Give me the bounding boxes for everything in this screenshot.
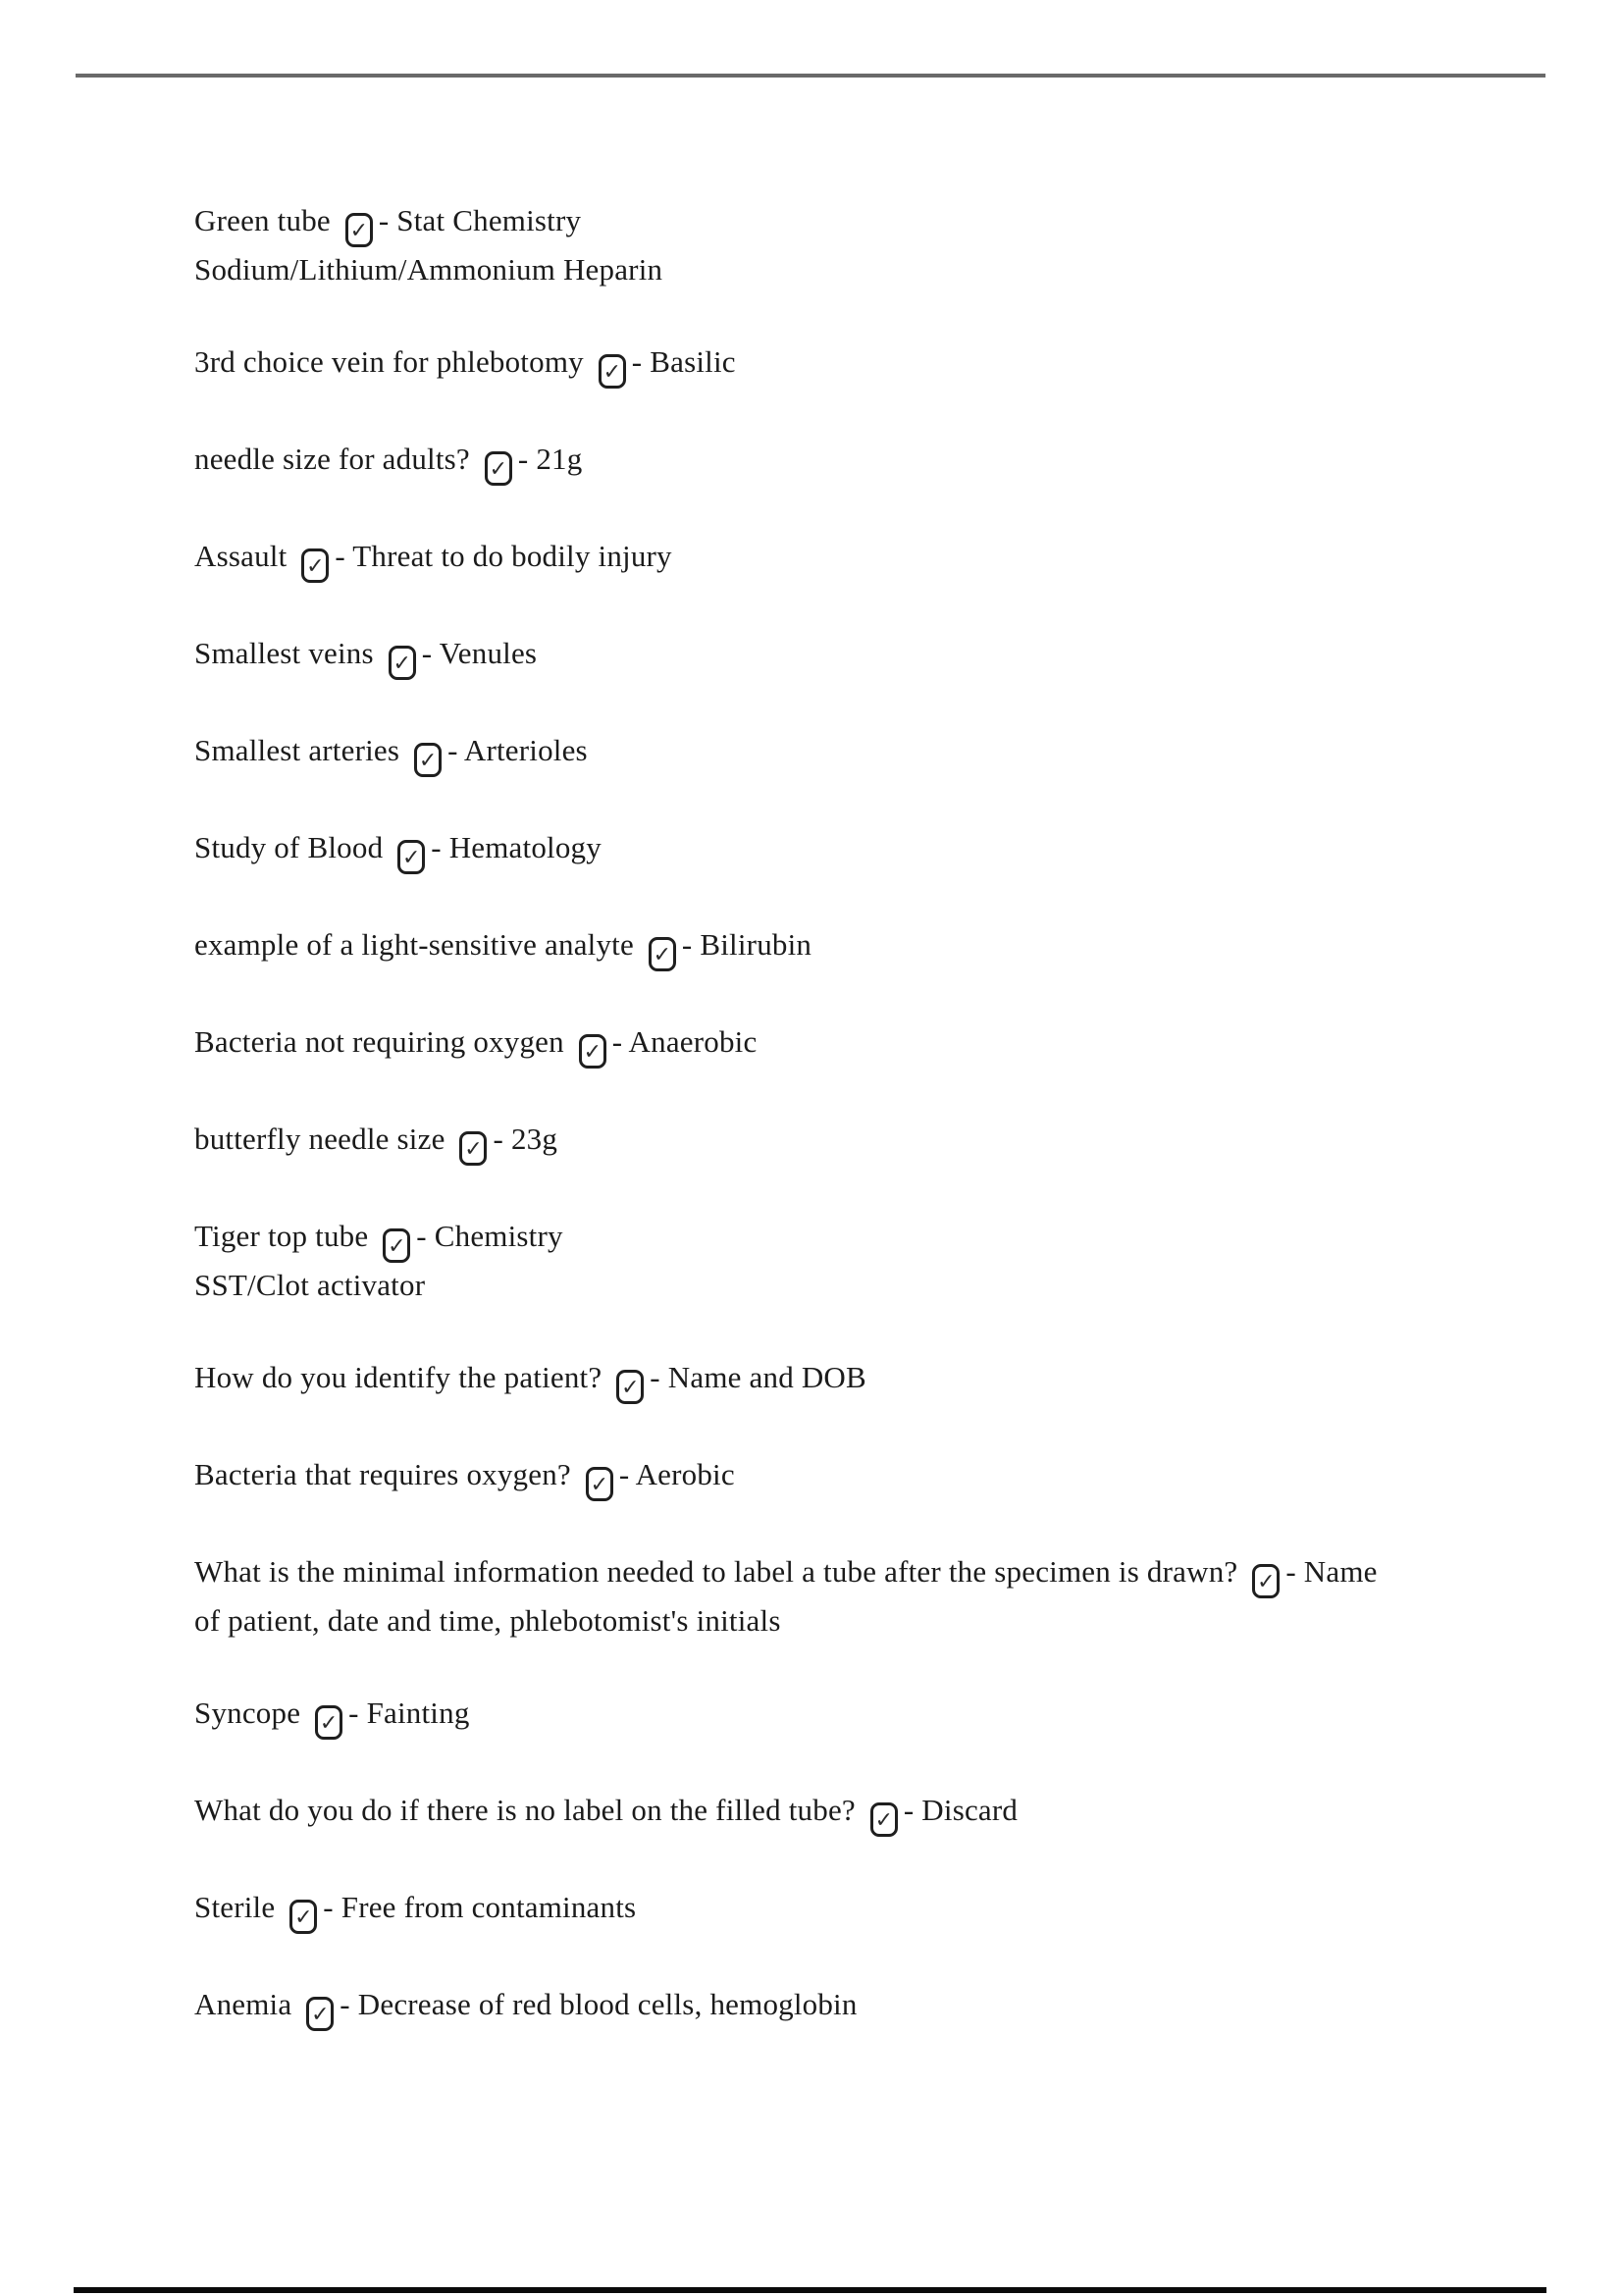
qa-line xyxy=(194,728,1529,777)
qa-line xyxy=(194,1263,1529,1307)
qa-text: SST/Clot activator xyxy=(194,1268,426,1302)
checkbox-checked-icon: ✓ xyxy=(485,451,512,486)
qa-text: Bacteria not requiring oxygen xyxy=(194,1024,572,1059)
checkbox-checked-icon: ✓ xyxy=(459,1131,487,1166)
qa-text: Assault xyxy=(194,539,295,573)
qa-text: butterfly needle size xyxy=(194,1122,453,1156)
qa-text: - Decrease of red blood cells, hemoglobin xyxy=(340,1987,858,2021)
qa-text: - Arterioles xyxy=(447,733,588,767)
top-rule-divider xyxy=(76,74,1545,78)
qa-line xyxy=(194,1691,1529,1740)
qa-text: - Name xyxy=(1285,1554,1378,1589)
qa-line xyxy=(194,1019,1529,1069)
checkbox-checked-icon: ✓ xyxy=(649,937,676,971)
qa-text: Smallest arteries xyxy=(194,733,408,767)
qa-line xyxy=(194,534,1529,583)
qa-text: - Free from contaminants xyxy=(323,1890,637,1924)
checkbox-checked-icon: ✓ xyxy=(1252,1564,1280,1598)
qa-text: Syncope xyxy=(194,1696,309,1730)
qa-line xyxy=(194,1598,1529,1643)
qa-text: What do you do if there is no label on the filled tube? xyxy=(194,1793,864,1827)
qa-text: Tiger top tube xyxy=(194,1219,377,1253)
qa-text: - Anaerobic xyxy=(611,1024,758,1059)
qa-line xyxy=(194,198,1529,247)
qa-text: - Hematology xyxy=(431,830,602,864)
qa-text: Sodium/Lithium/Ammonium Heparin xyxy=(194,252,663,287)
qa-item xyxy=(194,534,1529,583)
qa-line xyxy=(194,247,1529,291)
qa-text: Sterile xyxy=(194,1890,284,1924)
qa-text: of patient, date and time, phlebotomist's initials xyxy=(194,1603,781,1638)
qa-item xyxy=(194,1452,1529,1501)
qa-text: Green tube xyxy=(194,203,339,237)
qa-item xyxy=(194,631,1529,680)
qa-item xyxy=(194,1117,1529,1166)
qa-text: - Fainting xyxy=(348,1696,470,1730)
qa-line xyxy=(194,1452,1529,1501)
qa-text: - Aerobic xyxy=(618,1457,735,1491)
qa-text: - Discard xyxy=(903,1793,1019,1827)
qa-item xyxy=(194,1019,1529,1069)
checkbox-checked-icon: ✓ xyxy=(579,1034,606,1069)
qa-text: - Basilic xyxy=(631,344,736,379)
qa-item xyxy=(194,1355,1529,1404)
checkbox-checked-icon: ✓ xyxy=(599,354,626,389)
qa-text: Bacteria that requires oxygen? xyxy=(194,1457,579,1491)
qa-line xyxy=(194,437,1529,486)
checkbox-checked-icon: ✓ xyxy=(389,646,416,680)
checkbox-checked-icon: ✓ xyxy=(289,1900,317,1934)
qa-text: - Venules xyxy=(421,636,538,670)
qa-line xyxy=(194,631,1529,680)
qa-text: How do you identify the patient? xyxy=(194,1360,610,1394)
qa-item xyxy=(194,1214,1529,1307)
qa-text: - Name and DOB xyxy=(650,1360,866,1394)
checkbox-checked-icon: ✓ xyxy=(616,1370,644,1404)
qa-item xyxy=(194,1885,1529,1934)
qa-text: needle size for adults? xyxy=(194,442,478,476)
qa-item xyxy=(194,1982,1529,2031)
qa-line xyxy=(194,339,1529,389)
checkbox-checked-icon: ✓ xyxy=(586,1467,613,1501)
qa-line xyxy=(194,1214,1529,1263)
checkbox-checked-icon: ✓ xyxy=(870,1802,898,1837)
qa-text: Anemia xyxy=(194,1987,300,2021)
qa-line xyxy=(194,825,1529,874)
qa-text: 3rd choice vein for phlebotomy xyxy=(194,344,592,379)
qa-item xyxy=(194,437,1529,486)
qa-line xyxy=(194,1982,1529,2031)
checkbox-checked-icon: ✓ xyxy=(301,548,329,583)
checkbox-checked-icon: ✓ xyxy=(345,213,373,247)
checkbox-checked-icon: ✓ xyxy=(315,1705,342,1740)
checkbox-checked-icon: ✓ xyxy=(397,840,425,874)
qa-item xyxy=(194,198,1529,291)
qa-text: What is the minimal information needed to label a tube after the specimen is drawn? xyxy=(194,1554,1246,1589)
qa-item xyxy=(194,1691,1529,1740)
qa-item xyxy=(194,825,1529,874)
qa-item xyxy=(194,1788,1529,1837)
bottom-rule-divider xyxy=(74,2287,1546,2293)
qa-text: example of a light-sensitive analyte xyxy=(194,927,642,962)
qa-line xyxy=(194,1355,1529,1404)
checkbox-checked-icon: ✓ xyxy=(383,1228,410,1263)
qa-text: - 23g xyxy=(493,1122,558,1156)
qa-line xyxy=(194,1117,1529,1166)
qa-item xyxy=(194,728,1529,777)
qa-text: - Bilirubin xyxy=(681,927,812,962)
qa-list xyxy=(194,198,1529,2079)
qa-item xyxy=(194,1549,1529,1643)
qa-line xyxy=(194,1549,1529,1598)
qa-text: - Threat to do bodily injury xyxy=(335,539,672,573)
qa-text: - Stat Chemistry xyxy=(378,203,582,237)
qa-line xyxy=(194,1885,1529,1934)
qa-text: - Chemistry xyxy=(416,1219,563,1253)
checkbox-checked-icon: ✓ xyxy=(306,1997,334,2031)
qa-line xyxy=(194,922,1529,971)
qa-item xyxy=(194,922,1529,971)
qa-line xyxy=(194,1788,1529,1837)
checkbox-checked-icon: ✓ xyxy=(414,743,442,777)
qa-text: - 21g xyxy=(517,442,583,476)
qa-text: Study of Blood xyxy=(194,830,392,864)
qa-text: Smallest veins xyxy=(194,636,382,670)
qa-item xyxy=(194,339,1529,389)
